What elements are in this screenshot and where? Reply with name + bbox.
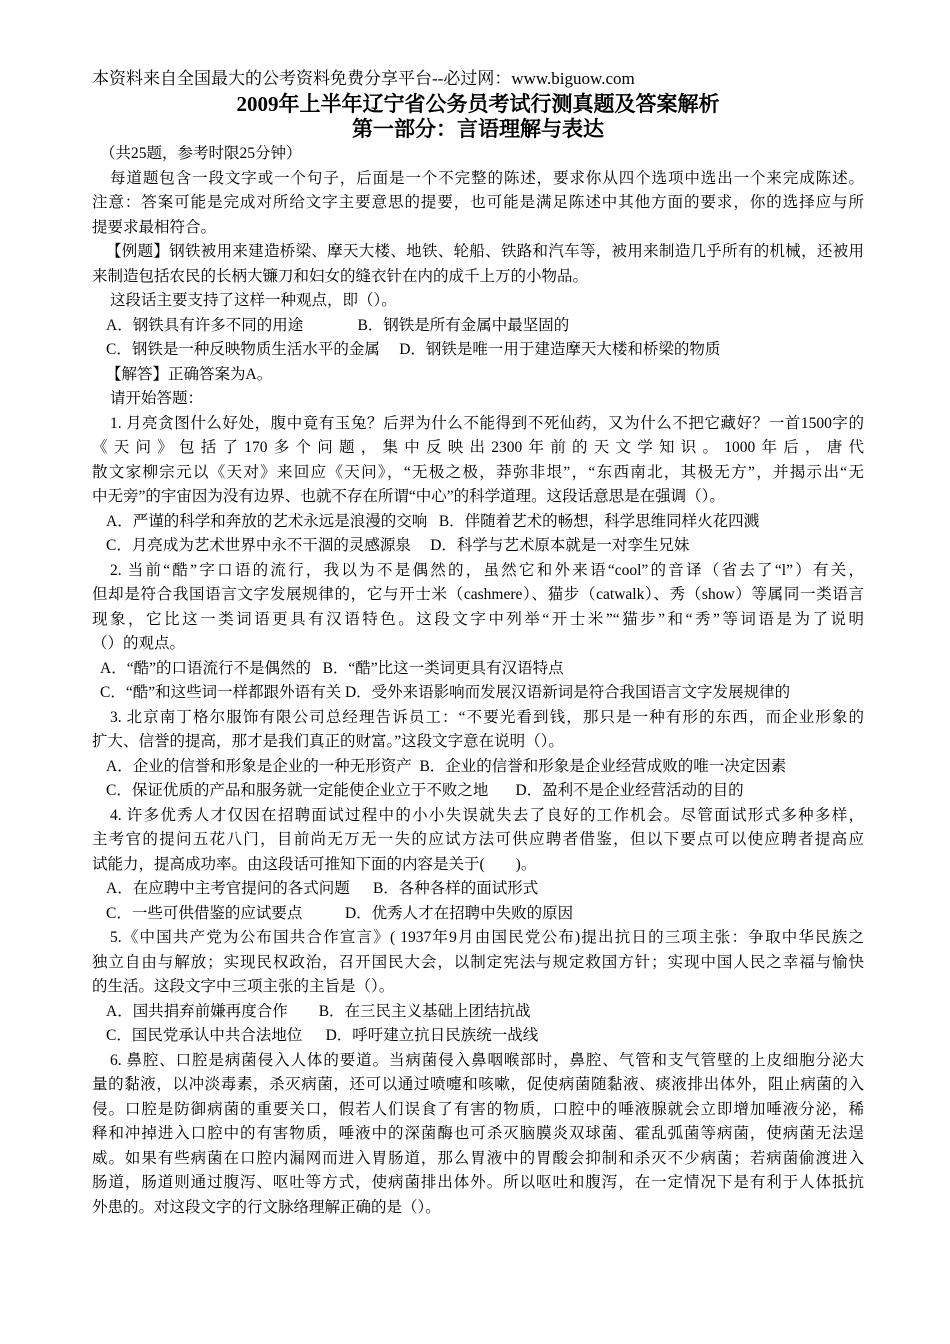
source-header: 本资料来自全国最大的公考资料免费分享平台--必过网：www.biguow.com: [92, 69, 635, 88]
text-line: 3. 北京南丁格尔服饰有限公司总经理告诉员工：“不要光看到钱，那只是一种有形的东西，而企业形象的: [110, 708, 864, 726]
text-line: 散文家柳宗元以《天对》来回应《天问》，“无极之极，莽弥非垠”，“东西南北，其极无方”，并揭示出“无: [92, 463, 864, 481]
text-line: C．国民党承认中共合法地位 D．呼吁建立抗日民族统一战线: [106, 1027, 539, 1044]
text-line: C．月亮成为艺术世界中永不干涸的灵感源泉 D．科学与艺术原本就是一对孪生兄妹: [106, 537, 690, 554]
text-line: 5.《中国共产党为公布国共合作宣言》( 1937年9月由国民党公布)提出抗日的三项主张：争取中华民族之: [110, 929, 864, 946]
text-line: A．企业的信誉和形象是企业的一种无形资产 B．企业的信誉和形象是企业经营成败的唯一决定因素: [106, 757, 787, 775]
text-line: 外患的。对这段文字的行文脉络理解正确的是（）。: [92, 1198, 441, 1216]
document-body: [92, 142, 864, 1220]
text-line: C．一些可供借鉴的应试要点 D．优秀人才在招聘中失败的原因: [106, 904, 574, 922]
text-line: 试能力，提高成功率。由这段话可推知下面的内容是关于( )。: [92, 855, 537, 873]
text-line: （共25题，参考时限25分钟）: [100, 145, 302, 162]
text-line: C．“酷”和这些词一样都跟外语有关 D．受外来语影响而发展汉语新词是符合我国语言文字发展规律的: [100, 684, 791, 701]
text-line: （）的观点。: [92, 635, 186, 652]
text-line: 主考官的提问五花八门，目前尚无万无一失的应试方法可供应聘者借鉴，但以下要点可以使应聘者提高应: [92, 831, 864, 848]
text-line: 每道题包含一段文字或一个句子，后面是一个不完整的陈述，要求你从四个选项中选出一个来完成陈述。: [110, 169, 864, 187]
text-line: 【例题】钢铁被用来建造桥梁、摩天大楼、地铁、轮船、铁路和汽车等，被用来制造几乎所有的机械，还被用: [106, 243, 864, 260]
document-title: 2009年上半年辽宁省公务员考试行测真题及答案解析: [236, 92, 720, 116]
text-line: 来制造包括农民的长柄大镰刀和妇女的缝衣针在内的成千上万的小物品。: [92, 267, 589, 285]
text-line: 的生活。这段文字中三项主张的主旨是（）。: [92, 978, 395, 995]
text-line: A．在应聘中主考官提问的各式问题 B．各种各样的面试形式: [106, 880, 539, 897]
text-line: C．保证优质的产品和服务就一定能使企业立于不败之地 D．盈利不是企业经营活动的目的: [106, 782, 744, 799]
text-line: 《天问》包括了170多个问题，集中反映出2300年前的天文学知识。1000年后，唐代: [92, 439, 864, 456]
text-line: 但却是符合我国语言文字发展规律的，它与开士米（cashmere）、猫步（catwalk）、秀（show）等属同一类语言: [92, 586, 864, 603]
text-line: 这段话主要支持了这样一种观点，即（）。: [110, 292, 397, 309]
text-line: 量的黏液，以冲淡毒素，杀灭病菌，还可以通过喷嚏和咳嗽，促使病菌随黏液、痰液排出体外，阻止病菌的入: [92, 1076, 864, 1093]
text-line: A．严谨的科学和奔放的艺术永远是浪漫的交响 B．伴随着艺术的畅想，科学思维同样火花四溅: [106, 512, 760, 530]
document-page: [92, 66, 864, 1220]
text-line: 2. 当前“酷”字口语的流行，我以为不是偶然的，虽然它和外来语“cool”的音译（省去了“l”）有关，: [110, 561, 864, 579]
text-line: 肠道，肠道则通过腹泻、呕吐等方式，使病菌排出体外。所以呕吐和腹泻，在一定情况下是有利于人体抵抗: [92, 1174, 864, 1191]
text-line: 注意：答案可能是完成对所给文字主要意思的提要，也可能是满足陈述中其他方面的要求，你的选择应与所: [92, 194, 864, 211]
text-line: 【解答】正确答案为A。: [106, 365, 273, 383]
section-title: 第一部分：言语理解与表达: [352, 117, 604, 141]
text-line: 请开始答题：: [110, 390, 204, 407]
text-line: 释和冲掉进入口腔中的有害物质，唾液中的深菌酶也可杀灭脑膜炎双球菌、霍乱弧菌等病菌，使病菌无法逞: [92, 1125, 864, 1142]
text-line: A．“酷”的口语流行不是偶然的 B．“酷”比这一类词更具有汉语特点: [100, 659, 564, 677]
text-line: 威。如果有些病菌在口腔内漏网而进入胃肠道，那么胃液中的胃酸会抑制和杀灭不少病菌；若病菌偷渡进入: [92, 1149, 864, 1167]
text-line: 独立自由与解放；实现民权政治，召开国民大会，以制定宪法与规定救国方针；实现中国人民之幸福与愉快: [92, 953, 864, 971]
text-line: 侵。口腔是防御病菌的重要关口，假若人们误食了有害的物质，口腔中的唾液腺就会立即增加唾液分泌，稀: [92, 1100, 864, 1118]
text-line: 6. 鼻腔、口腔是病菌侵入人体的要道。当病菌侵入鼻咽喉部时，鼻腔、气管和支气管壁的上皮细胞分泌大: [110, 1051, 864, 1069]
text-line: C．钢铁是一种反映物质生活水平的金属 D．钢铁是唯一用于建造摩天大楼和桥梁的物质: [106, 341, 721, 358]
text-line: A．钢铁具有许多不同的用途 B．钢铁是所有金属中最坚固的: [106, 316, 570, 334]
text-line: 提要求最相符合。: [92, 218, 217, 236]
text-line: 4. 许多优秀人才仅因在招聘面试过程中的小小失误就失去了良好的工作机会。尽管面试形式多种多样，: [110, 806, 864, 824]
text-line: 1. 月亮贪图什么好处，腹中竟有玉兔？后羿为什么不能得到不死仙药，又为什么不把它藏好？一首1500字的: [110, 414, 864, 432]
text-line: 现象，它比这一类词语更具有汉语特色。这段文字中列举“开士米”“猫步”和“秀”等词语是为了说明: [92, 610, 864, 628]
text-line: 扩大、信誉的提高，那才是我们真正的财富。”这段文字意在说明（）。: [92, 733, 564, 750]
text-line: 中无旁”的宇宙因为没有边界、也就不存在所谓“中心”的科学道理。这段话意思是在强调（）。: [92, 488, 725, 505]
text-line: A．国共捐弃前嫌再度合作 B．在三民主义基础上团结抗战: [106, 1002, 531, 1020]
